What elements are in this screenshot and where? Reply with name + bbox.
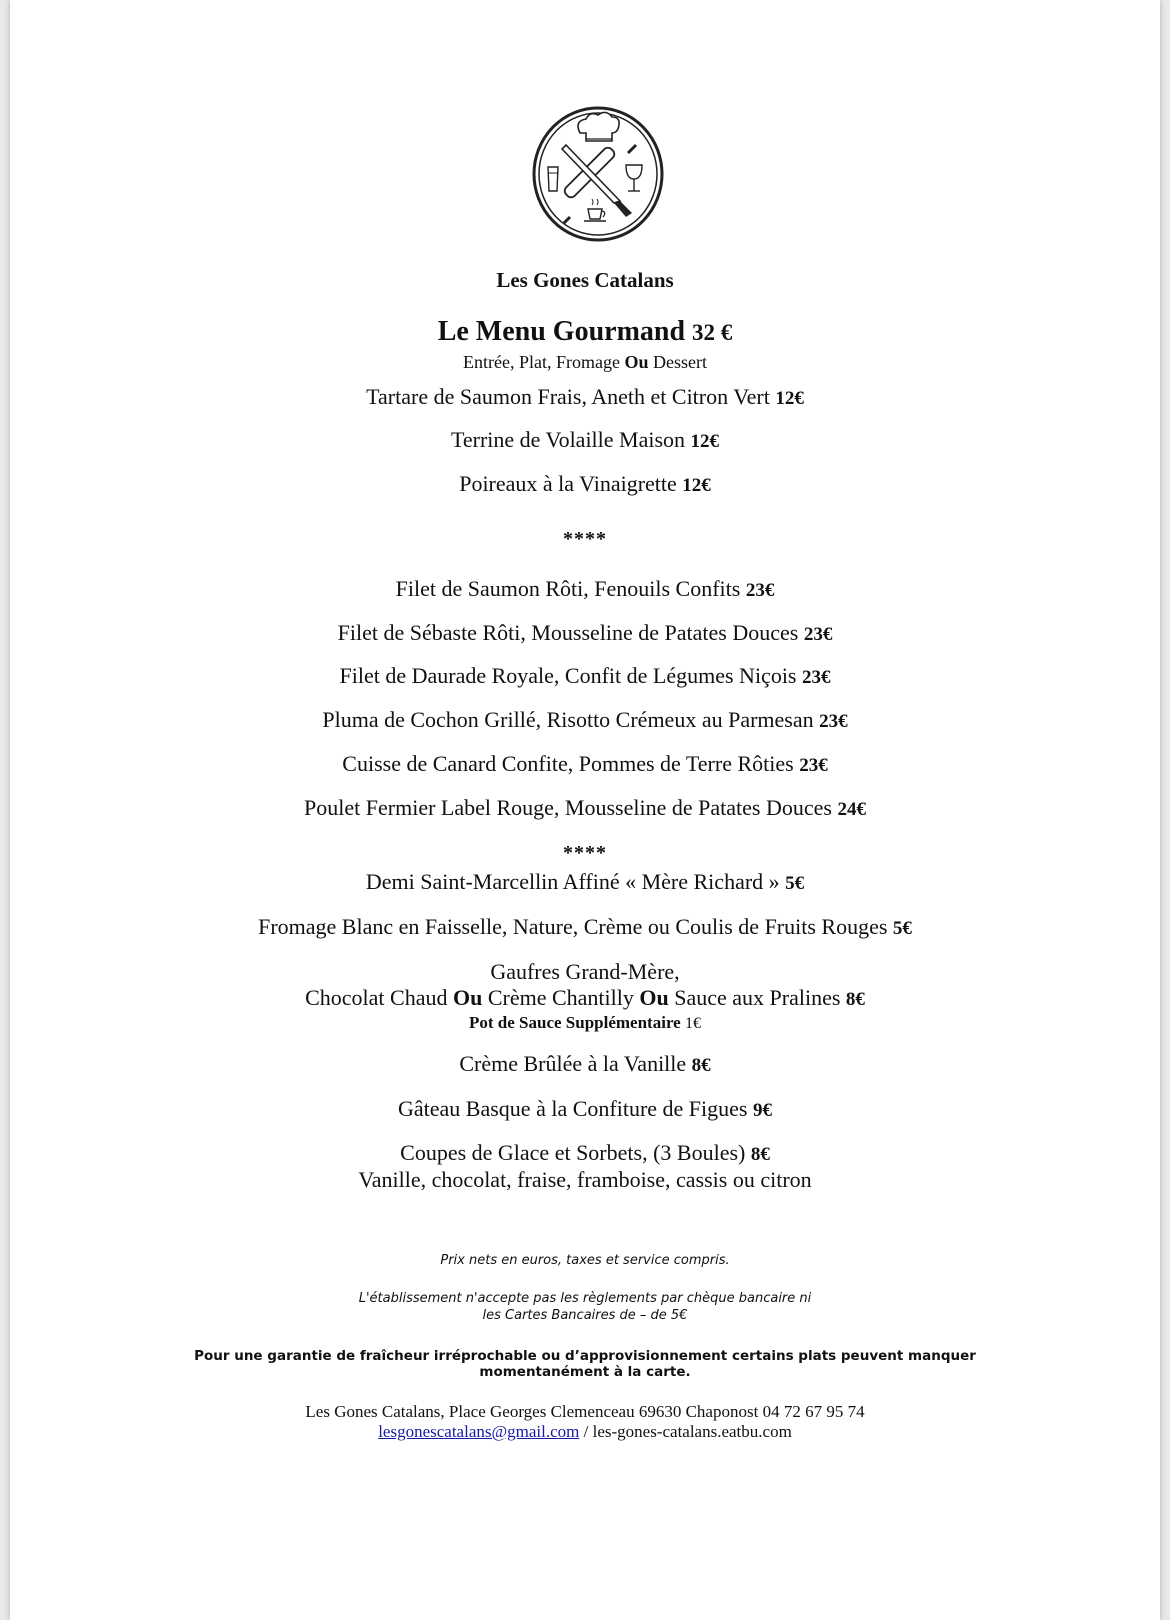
menu-item-price: 23€ [745,580,775,601]
menu-item-extra-price: 1€ [684,1015,701,1032]
menu-item [10,707,1160,735]
menu-item-price: 23€ [799,755,828,776]
menu-item [10,471,1160,499]
menu-item-name: Fromage Blanc en Faisselle, Nature, Crème ou Coulis de Fruits Rouges [258,914,888,939]
menu-item-or: Ou [452,985,483,1010]
chef-hat-knife-rolling-pin-logo [530,105,666,243]
menu-item [10,869,1160,897]
contact-links [10,1422,1160,1442]
menu-title-text: Le Menu Gourmand [437,316,686,347]
menu-item-price: 8€ [845,989,865,1010]
address: Les Gones Catalans, Place Georges Clemenceau 69630 Chaponost 04 72 67 95 74 [305,1402,865,1421]
email-link[interactable]: lesgonescatalans@gmail.com [378,1422,580,1441]
menu-item-price: 23€ [802,667,831,688]
menu-subtitle-or: Ou [624,352,649,372]
menu-item-name: Crème Chantilly [482,985,640,1010]
menu-subtitle [10,352,1160,373]
menu-item-name: Tartare de Saumon Frais, Aneth et Citron Vert [366,384,770,409]
menu-item-name: Terrine de Volaille Maison [450,427,686,452]
payment-note-line2: les Cartes Bancaires de – de 5€ [482,1308,688,1323]
menu-item-name: Crème Brûlée à la Vanille [459,1051,687,1076]
menu-item-extra-name: Pot de Sauce Supplémentaire [469,1013,681,1032]
menu-item-gaufres-options [10,985,1160,1013]
menu-item-price: 5€ [785,873,805,894]
menu-item-name: Filet de Daurade Royale, Confit de Légumes Niçois [339,663,797,688]
menu-item [10,1051,1160,1079]
menu-item-price: 24€ [837,799,866,820]
menu-item-name: Sauce aux Pralines [668,985,841,1010]
menu-item-flavors: Vanille, chocolat, fraise, framboise, cassis ou citron [358,1167,812,1192]
menu-item-name: Chocolat Chaud [305,985,453,1010]
menu-item-name: Demi Saint-Marcellin Affiné « Mère Richard » [365,869,780,894]
menu-subtitle-text: Entrée, Plat, Fromage [463,352,625,372]
menu-item-name: Gâteau Basque à la Confiture de Figues [398,1096,748,1121]
menu-title [10,316,1160,348]
menu-item-price: 23€ [803,624,833,645]
menu-item-price: 12€ [682,475,711,496]
menu-item-price: 5€ [892,918,912,939]
menu-item-price: 8€ [750,1144,770,1165]
restaurant-name: Les Gones Catalans [496,268,674,292]
menu-item [10,576,1160,604]
freshness-note-line1: Pour une garantie de fraîcheur irréprochable ou d’approvisionnement certains plats peuvent manquer [194,1348,976,1364]
section-separator: **** [563,528,607,550]
menu-item [10,1096,1160,1124]
menu-item [10,914,1160,942]
menu-item [10,384,1160,412]
menu-item-or: Ou [639,985,669,1010]
menu-item [10,751,1160,779]
menu-item-name: Cuisse de Canard Confite, Pommes de Terre Rôties [342,751,794,776]
menu-price: 32 € [692,320,733,345]
menu-item-name: Poireaux à la Vinaigrette [459,471,677,496]
menu-item [10,663,1160,691]
menu-subtitle-text: Dessert [648,352,707,372]
menu-item-price: 12€ [690,431,720,452]
menu-item-name: Filet de Sébaste Rôti, Mousseline de Patates Douces [337,620,799,645]
menu-item-name: Coupes de Glace et Sorbets, (3 Boules) [400,1140,746,1165]
menu-page [10,0,1160,1620]
menu-item-gaufres-title: Gaufres Grand-Mère, [490,959,680,984]
freshness-note-line2: momentanément à la carte. [479,1364,691,1380]
price-note: Prix nets en euros, taxes et service compris. [440,1253,730,1268]
section-separator: **** [563,842,607,864]
menu-item-price: 9€ [752,1100,772,1121]
menu-item [10,620,1160,648]
menu-item [10,427,1160,455]
menu-item-extra [10,1013,1160,1033]
menu-item-price: 23€ [819,711,848,732]
menu-item-price: 8€ [691,1055,711,1076]
payment-note-line1: L'établissement n'accepte pas les règlements par chèque bancaire ni [358,1291,812,1306]
contact-separator: / [579,1422,593,1441]
website-text: les-gones-catalans.eatbu.com [592,1422,792,1441]
menu-item-name: Poulet Fermier Label Rouge, Mousseline de Patates Douces [304,795,832,820]
menu-item [10,795,1160,823]
menu-item [10,1140,1160,1168]
menu-item-price: 12€ [775,388,804,409]
menu-item-name: Filet de Saumon Rôti, Fenouils Confits [395,576,741,601]
menu-item-name: Pluma de Cochon Grillé, Risotto Crémeux au Parmesan [322,707,814,732]
